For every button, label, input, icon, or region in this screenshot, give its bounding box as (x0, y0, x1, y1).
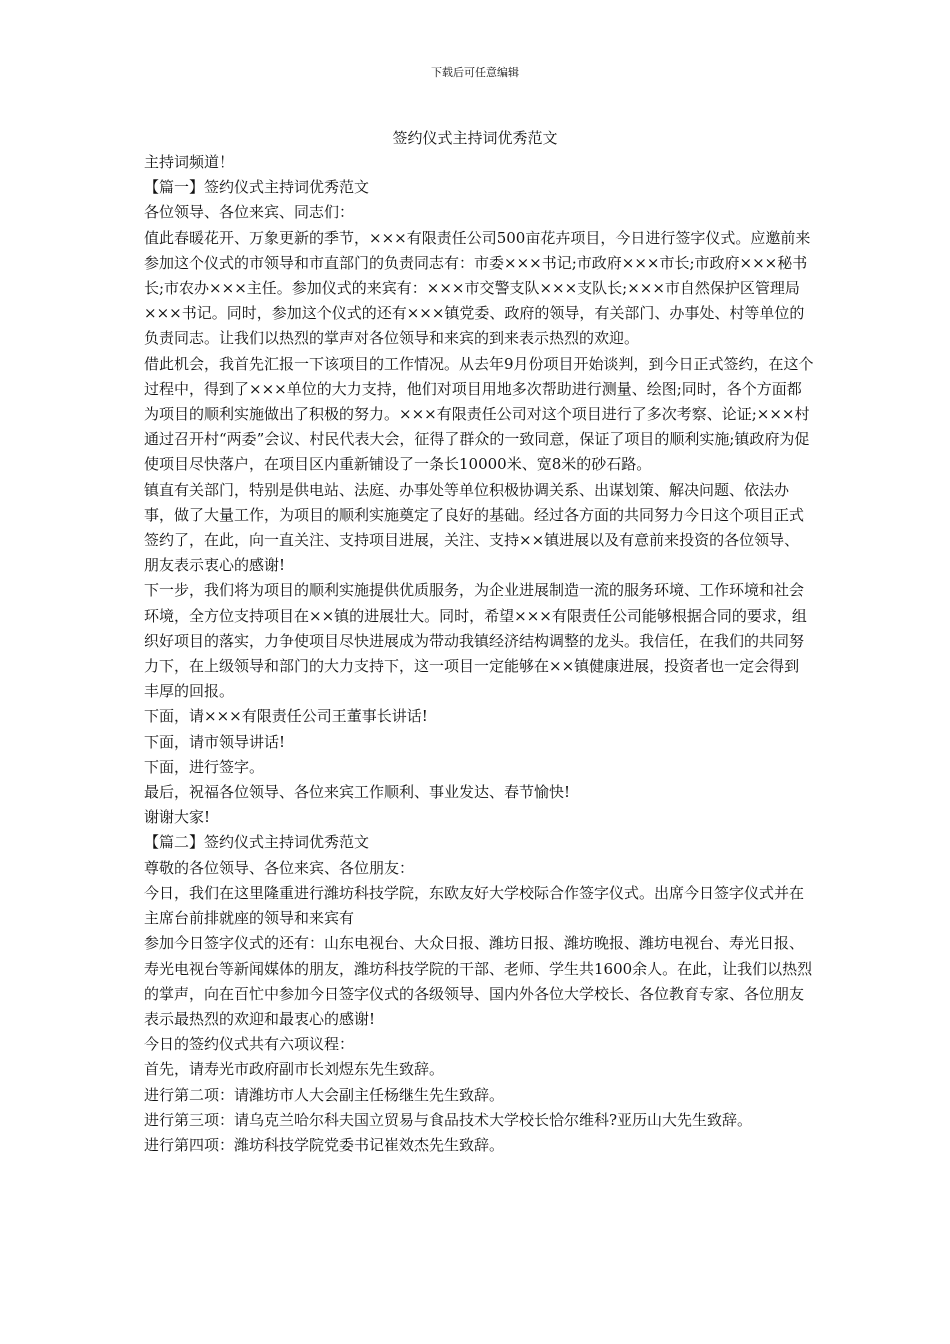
header-note: 下载后可任意编辑 (431, 66, 519, 79)
paragraph: 借此机会，我首先汇报一下该项目的工作情况。从去年9月份项目开始谈判，到今日正式签约，在这个过程中，得到了×××单位的大力支持，他们对项目用地多次帮助进行测量、绘图;同时，各个方面都为项目的顺利实施做出了积极的努力。×××有限责任公司对这个项目进行了多次考察、论证;×××村通过召开村“两委”会议、村民代表大会，征得了群众的一致同意，保证了项目的顺利实施;镇政府为促使项目尽快落户，在项目区内重新铺设了一条长10000米、宽8米的砂石路。 (144, 354, 814, 474)
paragraph: 尊敬的各位领导、各位来宾、各位朋友： (144, 858, 415, 877)
paragraph: 今日的签约仪式共有六项议程： (144, 1035, 355, 1054)
paragraph: 各位领导、各位来宾、同志们： (144, 203, 355, 222)
paragraph: 进行第四项：潍坊科技学院党委书记崔效杰先生致辞。 (144, 1135, 505, 1154)
paragraph: 值此春暖花开、万象更新的季节，×××有限责任公司500亩花卉项目，今日进行签字仪式。应邀前来参加这个仪式的市领导和市直部门的负责同志有：市委×××书记;市政府×××市长;市政府×××秘书长;市农办×××主任。参加仪式的来宾有：×××市交警支队×××支队长;×××市自然保护区管理局×××书记。同时，参加这个仪式的还有×××镇党委、政府的领导，有关部门、办事处、村等单位的负责同志。让我们以热烈的掌声对各位领导和来宾的到来表示热烈的欢迎。 (144, 228, 811, 348)
paragraph: 最后，祝福各位领导、各位来宾工作顺利、事业发达、春节愉快! (144, 783, 571, 802)
paragraph: 下一步，我们将为项目的顺利实施提供优质服务，为企业进展制造一流的服务环境、工作环境和社会环境，全方位支持项目在××镇的进展壮大。同时，希望×××有限责任公司能够根据合同的要求，组织好项目的落实，力争使项目尽快进展成为带动我镇经济结构调整的龙头。我信任，在我们的共同努力下，在上级领导和部门的大力支持下，这一项目一定能够在××镇健康进展，投资者也一定会得到丰厚的回报。 (144, 581, 807, 701)
document-body (144, 150, 814, 1158)
paragraph: 下面，请×××有限责任公司王董事长讲话! (144, 707, 428, 726)
paragraph: 首先，请寿光市政府副市长刘煜东先生致辞。 (144, 1060, 445, 1079)
paragraph-intro: 主持词频道！ (144, 153, 235, 171)
paragraph: 今日，我们在这里隆重进行潍坊科技学院，东欧友好大学校际合作签字仪式。出席今日签字仪式并在主席台前排就座的领导和来宾有 (144, 883, 805, 928)
paragraph: 镇直有关部门，特别是供电站、法庭、办事处等单位积极协调关系、出谋划策、解决问题、依法办事，做了大量工作，为项目的顺利实施奠定了良好的基础。经过各方面的共同努力今日这个项目正式签约了，在此，向一直关注、支持项目进展，关注、支持××镇进展以及有意前来投资的各位领导、朋友表示衷心的感谢! (144, 480, 805, 575)
paragraph: 谢谢大家! (144, 808, 211, 827)
paragraph: 下面，请市领导讲话! (144, 732, 286, 751)
document-title: 签约仪式主持词优秀范文 (392, 129, 558, 147)
paragraph: 参加今日签字仪式的还有：山东电视台、大众日报、潍坊日报、潍坊晚报、潍坊电视台、寿光日报、寿光电视台等新闻媒体的朋友，潍坊科技学院的干部、老师、学生共1600余人。在此，让我们以热烈的掌声，向在百忙中参加今日签字仪式的各级领导、国内外各位大学校长、各位教育专家、各位朋友表示最热烈的欢迎和最衷心的感谢! (144, 934, 813, 1028)
section-heading-two: 【篇二】签约仪式主持词优秀范文 (144, 833, 370, 852)
paragraph: 进行第二项：请潍坊市人大会副主任杨继生先生致辞。 (144, 1085, 505, 1104)
section-heading-one: 【篇一】签约仪式主持词优秀范文 (144, 178, 370, 197)
paragraph: 下面，进行签字。 (144, 757, 265, 776)
paragraph: 进行第三项：请乌克兰哈尔科夫国立贸易与食品技术大学校长恰尔维科?亚历山大先生致辞。 (144, 1110, 753, 1129)
